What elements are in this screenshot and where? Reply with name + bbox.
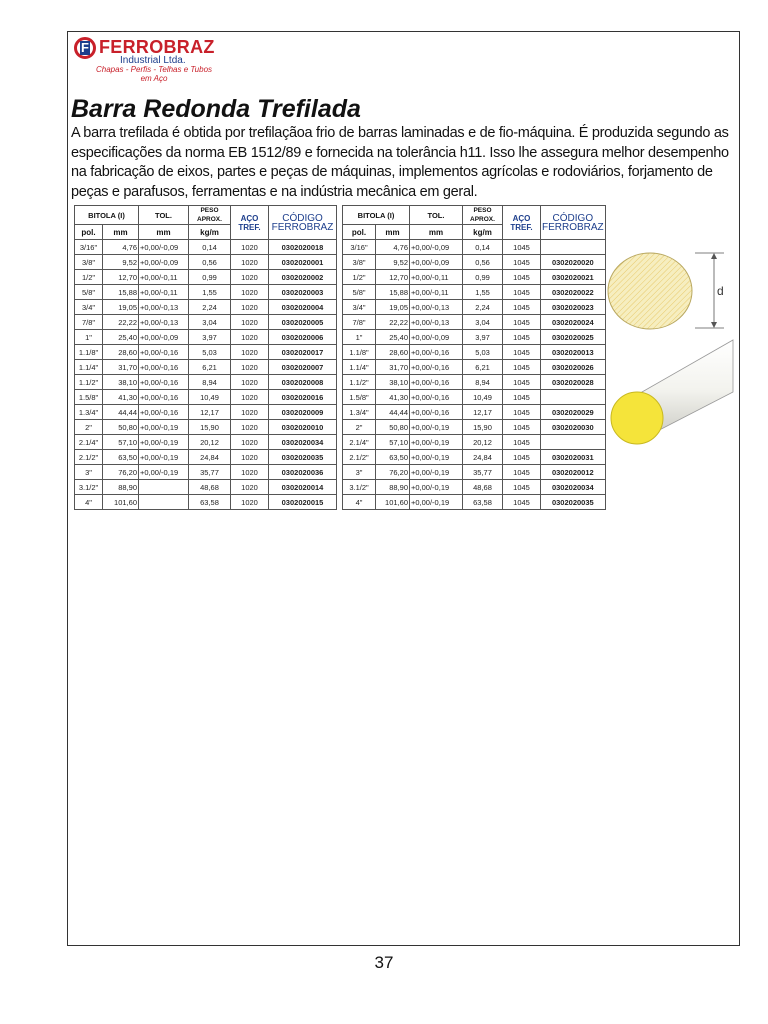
cell-peso: 2,24 — [189, 300, 231, 315]
table-row — [343, 480, 606, 495]
cell-codigo: 0302020036 — [269, 465, 337, 480]
cell-pol: 3" — [343, 465, 376, 480]
intro-paragraph: A barra trefilada é obtida por trefilaçãoa frio de barras laminadas e de fio-máquina. É produzida segundo as especificações da norma EB 1512/89 e fornecida na tolerância h11. Isso lhe assegura melhor desempenho na fabricação de eixos, partes e peças de máquinas, implementos agrícolas e rodoviários, forjamento de peças e parafusos, ferramentas e na indústria mecânica em geral. — [71, 125, 729, 200]
header-kgm: kg/m — [189, 225, 231, 240]
cell-peso: 1,55 — [463, 285, 503, 300]
spec-table-1045 — [342, 205, 606, 510]
cell-peso: 6,21 — [463, 360, 503, 375]
cell-peso: 24,84 — [463, 450, 503, 465]
cell-codigo: 0302020016 — [269, 390, 337, 405]
table-row — [343, 375, 606, 390]
cell-tol: +0,00/-0,13 — [139, 315, 189, 330]
cell-peso: 3,97 — [463, 330, 503, 345]
header-bitola: BITOLA (I) — [343, 206, 410, 225]
cell-tol: +0,00/-0,16 — [410, 405, 463, 420]
cell-pol: 1/2" — [75, 270, 103, 285]
cell-peso: 0,99 — [463, 270, 503, 285]
cell-pol: 1.3/4" — [75, 405, 103, 420]
cell-codigo: 0302020025 — [541, 330, 606, 345]
page-number: 37 — [374, 953, 394, 972]
cell-codigo — [541, 240, 606, 255]
cell-tol: +0,00/-0,09 — [139, 255, 189, 270]
header-aco: AÇO TREF. — [503, 206, 541, 240]
cell-pol: 1.1/8" — [343, 345, 376, 360]
cell-aco: 1045 — [503, 300, 541, 315]
table-row — [343, 420, 606, 435]
brand-name: FERROBRAZ — [99, 37, 215, 57]
cell-codigo: 0302020004 — [269, 300, 337, 315]
cell-peso: 12,17 — [189, 405, 231, 420]
cell-peso: 0,99 — [189, 270, 231, 285]
cell-codigo — [541, 390, 606, 405]
cell-aco: 1020 — [231, 255, 269, 270]
table-row — [343, 495, 606, 510]
cell-peso: 3,04 — [463, 315, 503, 330]
cell-pol: 1.3/4" — [343, 405, 376, 420]
cell-tol: +0,00/-0,19 — [410, 465, 463, 480]
cell-aco: 1020 — [231, 240, 269, 255]
cell-aco: 1045 — [503, 285, 541, 300]
cell-aco: 1045 — [503, 330, 541, 345]
cell-aco: 1020 — [231, 480, 269, 495]
cell-codigo: 0302020034 — [269, 435, 337, 450]
cell-pol: 3" — [75, 465, 103, 480]
cell-pol: 1.1/2" — [343, 375, 376, 390]
cell-pol: 5/8" — [343, 285, 376, 300]
cell-peso: 15,90 — [189, 420, 231, 435]
header-codigo: CÓDIGO FERROBRAZ — [269, 206, 337, 240]
table-row — [343, 450, 606, 465]
cell-codigo: 0302020024 — [541, 315, 606, 330]
cell-codigo: 0302020017 — [269, 345, 337, 360]
cell-tol: +0,00/-0,19 — [410, 450, 463, 465]
cell-peso: 15,90 — [463, 420, 503, 435]
cell-pol: 1" — [343, 330, 376, 345]
cell-tol: +0,00/-0,11 — [139, 285, 189, 300]
table-row — [343, 345, 606, 360]
table-row — [343, 390, 606, 405]
header-peso: PESO APROX. — [463, 206, 503, 225]
table-row — [343, 255, 606, 270]
cell-mm: 19,05 — [103, 300, 139, 315]
cell-tol: +0,00/-0,09 — [410, 240, 463, 255]
header-mm: mm — [103, 225, 139, 240]
table-row — [75, 450, 337, 465]
cell-peso: 48,68 — [189, 480, 231, 495]
table-row — [343, 330, 606, 345]
cell-aco: 1045 — [503, 480, 541, 495]
cell-aco: 1020 — [231, 495, 269, 510]
cell-mm: 41,30 — [376, 390, 410, 405]
cell-mm: 38,10 — [103, 375, 139, 390]
cell-codigo: 0302020008 — [269, 375, 337, 390]
cell-mm: 9,52 — [103, 255, 139, 270]
diameter-label: d — [717, 284, 724, 298]
cell-aco: 1020 — [231, 300, 269, 315]
cell-tol: +0,00/-0,19 — [410, 495, 463, 510]
cell-tol: +0,00/-0,19 — [139, 435, 189, 450]
cell-mm: 25,40 — [103, 330, 139, 345]
cell-codigo: 0302020013 — [541, 345, 606, 360]
cell-aco: 1045 — [503, 405, 541, 420]
cell-aco: 1045 — [503, 465, 541, 480]
cell-mm: 12,70 — [376, 270, 410, 285]
table-row — [75, 285, 337, 300]
cell-codigo: 0302020014 — [269, 480, 337, 495]
cell-codigo — [541, 435, 606, 450]
table-row — [75, 255, 337, 270]
table-row — [343, 405, 606, 420]
cell-mm: 50,80 — [376, 420, 410, 435]
cell-aco: 1020 — [231, 465, 269, 480]
cell-mm: 31,70 — [103, 360, 139, 375]
cell-mm: 15,88 — [103, 285, 139, 300]
table-row — [75, 435, 337, 450]
table-row — [75, 390, 337, 405]
cell-peso: 20,12 — [189, 435, 231, 450]
table-row — [343, 285, 606, 300]
cell-aco: 1045 — [503, 495, 541, 510]
bar-illustration — [600, 240, 735, 460]
cell-mm: 4,76 — [103, 240, 139, 255]
cell-pol: 2.1/4" — [343, 435, 376, 450]
cell-tol: +0,00/-0,13 — [410, 300, 463, 315]
cell-codigo: 0302020005 — [269, 315, 337, 330]
cell-peso: 35,77 — [463, 465, 503, 480]
cell-mm: 41,30 — [103, 390, 139, 405]
cell-tol: +0,00/-0,09 — [139, 240, 189, 255]
cell-aco: 1020 — [231, 360, 269, 375]
cell-pol: 1.1/4" — [343, 360, 376, 375]
table-row — [75, 420, 337, 435]
cell-pol: 1.1/8" — [75, 345, 103, 360]
cell-mm: 63,50 — [376, 450, 410, 465]
table-row — [343, 435, 606, 450]
cell-tol: +0,00/-0,16 — [139, 360, 189, 375]
cell-mm: 28,60 — [103, 345, 139, 360]
cell-peso: 10,49 — [463, 390, 503, 405]
cell-codigo: 0302020023 — [541, 300, 606, 315]
cell-tol: +0,00/-0,16 — [139, 405, 189, 420]
bar-cross-section — [608, 253, 692, 329]
bar-rod-3d — [611, 340, 733, 444]
table-row — [75, 465, 337, 480]
cell-mm: 28,60 — [376, 345, 410, 360]
cell-tol: +0,00/-0,19 — [139, 450, 189, 465]
cell-peso: 8,94 — [463, 375, 503, 390]
cell-aco: 1020 — [231, 435, 269, 450]
cell-mm: 15,88 — [376, 285, 410, 300]
cell-codigo: 0302020031 — [541, 450, 606, 465]
cell-peso: 63,58 — [463, 495, 503, 510]
cell-pol: 1" — [75, 330, 103, 345]
cell-peso: 35,77 — [189, 465, 231, 480]
header-pol: pol. — [75, 225, 103, 240]
cell-aco: 1020 — [231, 450, 269, 465]
cell-tol: +0,00/-0,19 — [410, 435, 463, 450]
table-row — [343, 315, 606, 330]
cell-tol — [139, 495, 189, 510]
cell-mm: 50,80 — [103, 420, 139, 435]
cell-peso: 0,14 — [463, 240, 503, 255]
cell-peso: 6,21 — [189, 360, 231, 375]
cell-mm: 57,10 — [103, 435, 139, 450]
cell-tol: +0,00/-0,19 — [410, 420, 463, 435]
cell-mm: 22,22 — [103, 315, 139, 330]
cell-codigo: 0302020018 — [269, 240, 337, 255]
table-row — [343, 300, 606, 315]
cell-mm: 25,40 — [376, 330, 410, 345]
cell-pol: 1.5/8" — [343, 390, 376, 405]
header-mm-tol: mm — [410, 225, 463, 240]
cell-codigo: 0302020015 — [269, 495, 337, 510]
cell-aco: 1020 — [231, 315, 269, 330]
cell-peso: 12,17 — [463, 405, 503, 420]
brand-company: Industrial Ltda. — [120, 55, 186, 66]
cell-tol: +0,00/-0,13 — [139, 300, 189, 315]
cell-codigo: 0302020006 — [269, 330, 337, 345]
cell-peso: 10,49 — [189, 390, 231, 405]
cell-mm: 22,22 — [376, 315, 410, 330]
cell-tol: +0,00/-0,09 — [410, 255, 463, 270]
cell-mm: 9,52 — [376, 255, 410, 270]
cell-aco: 1045 — [503, 420, 541, 435]
cell-codigo: 0302020030 — [541, 420, 606, 435]
header-aco: AÇO TREF. — [231, 206, 269, 240]
cell-codigo: 0302020001 — [269, 255, 337, 270]
cell-tol: +0,00/-0,16 — [410, 345, 463, 360]
cell-peso: 1,55 — [189, 285, 231, 300]
cell-tol: +0,00/-0,11 — [410, 285, 463, 300]
cell-aco: 1045 — [503, 435, 541, 450]
cell-codigo: 0302020010 — [269, 420, 337, 435]
cell-mm: 4,76 — [376, 240, 410, 255]
cell-pol: 4" — [75, 495, 103, 510]
table-row — [75, 345, 337, 360]
cell-codigo: 0302020034 — [541, 480, 606, 495]
cell-mm: 57,10 — [376, 435, 410, 450]
cell-peso: 20,12 — [463, 435, 503, 450]
table-row — [343, 240, 606, 255]
cell-codigo: 0302020003 — [269, 285, 337, 300]
table-row — [75, 240, 337, 255]
cell-mm: 12,70 — [103, 270, 139, 285]
cell-tol: +0,00/-0,16 — [139, 390, 189, 405]
table-row — [343, 360, 606, 375]
cell-mm: 31,70 — [376, 360, 410, 375]
cell-pol: 3/16" — [343, 240, 376, 255]
cell-peso: 0,56 — [463, 255, 503, 270]
cell-tol: +0,00/-0,13 — [410, 315, 463, 330]
header-tol: TOL. — [139, 206, 189, 225]
header-kgm: kg/m — [463, 225, 503, 240]
cell-mm: 88,90 — [376, 480, 410, 495]
cell-tol: +0,00/-0,09 — [410, 330, 463, 345]
cell-tol: +0,00/-0,16 — [410, 390, 463, 405]
cell-pol: 7/8" — [75, 315, 103, 330]
cell-pol: 3/4" — [75, 300, 103, 315]
ferrobraz-logo — [74, 37, 234, 87]
cell-aco: 1020 — [231, 420, 269, 435]
header-peso: PESO APROX. — [189, 206, 231, 225]
table-row — [75, 270, 337, 285]
cell-codigo: 0302020020 — [541, 255, 606, 270]
cell-peso: 3,97 — [189, 330, 231, 345]
cell-mm: 44,44 — [376, 405, 410, 420]
cell-aco: 1045 — [503, 360, 541, 375]
cell-tol: +0,00/-0,16 — [139, 375, 189, 390]
cell-pol: 1.1/4" — [75, 360, 103, 375]
cell-peso: 63,58 — [189, 495, 231, 510]
cell-mm: 101,60 — [376, 495, 410, 510]
header-mm-tol: mm — [139, 225, 189, 240]
cell-mm: 76,20 — [103, 465, 139, 480]
cell-aco: 1020 — [231, 405, 269, 420]
cell-mm: 76,20 — [376, 465, 410, 480]
cell-mm: 19,05 — [376, 300, 410, 315]
cell-pol: 2" — [343, 420, 376, 435]
cell-aco: 1020 — [231, 330, 269, 345]
cell-codigo: 0302020028 — [541, 375, 606, 390]
cell-pol: 1.1/2" — [75, 375, 103, 390]
logo-letter: F — [81, 40, 89, 55]
table-row — [343, 465, 606, 480]
cell-pol: 3.1/2" — [343, 480, 376, 495]
cell-peso: 8,94 — [189, 375, 231, 390]
cell-codigo: 0302020022 — [541, 285, 606, 300]
cell-pol: 3/8" — [75, 255, 103, 270]
brand-tagline: Chapas - Perfis - Telhas e Tubos em Aço — [95, 65, 213, 83]
cell-pol: 4" — [343, 495, 376, 510]
cell-mm: 44,44 — [103, 405, 139, 420]
header-mm: mm — [376, 225, 410, 240]
cell-aco: 1045 — [503, 270, 541, 285]
cell-tol — [139, 480, 189, 495]
cell-pol: 2.1/4" — [75, 435, 103, 450]
cell-pol: 1.5/8" — [75, 390, 103, 405]
cell-codigo: 0302020029 — [541, 405, 606, 420]
header-codigo: CÓDIGO FERROBRAZ — [541, 206, 606, 240]
header-bitola: BITOLA (I) — [75, 206, 139, 225]
cell-mm: 101,60 — [103, 495, 139, 510]
cell-aco: 1045 — [503, 315, 541, 330]
cell-mm: 38,10 — [376, 375, 410, 390]
cell-pol: 3/4" — [343, 300, 376, 315]
cell-tol: +0,00/-0,16 — [139, 345, 189, 360]
cell-peso: 0,14 — [189, 240, 231, 255]
cell-codigo: 0302020009 — [269, 405, 337, 420]
cell-pol: 2" — [75, 420, 103, 435]
cell-pol: 3/16" — [75, 240, 103, 255]
cell-peso: 24,84 — [189, 450, 231, 465]
cell-aco: 1045 — [503, 450, 541, 465]
table-row — [75, 480, 337, 495]
cell-peso: 48,68 — [463, 480, 503, 495]
cell-mm: 88,90 — [103, 480, 139, 495]
cell-codigo: 0302020035 — [541, 495, 606, 510]
cell-codigo: 0302020035 — [269, 450, 337, 465]
table-row — [75, 315, 337, 330]
cell-pol: 2.1/2" — [75, 450, 103, 465]
header-pol: pol. — [343, 225, 376, 240]
cell-aco: 1045 — [503, 240, 541, 255]
cell-codigo: 0302020002 — [269, 270, 337, 285]
page-title: Barra Redonda Trefilada — [71, 95, 361, 123]
cell-codigo: 0302020026 — [541, 360, 606, 375]
logo-mark-icon — [74, 37, 96, 59]
cell-aco: 1020 — [231, 390, 269, 405]
cell-tol: +0,00/-0,11 — [139, 270, 189, 285]
cell-peso: 2,24 — [463, 300, 503, 315]
cell-tol: +0,00/-0,19 — [139, 420, 189, 435]
cell-tol: +0,00/-0,19 — [410, 480, 463, 495]
table-row — [343, 270, 606, 285]
cell-tol: +0,00/-0,16 — [410, 360, 463, 375]
cell-tol: +0,00/-0,11 — [410, 270, 463, 285]
cell-tol: +0,00/-0,09 — [139, 330, 189, 345]
cell-pol: 3.1/2" — [75, 480, 103, 495]
cell-tol: +0,00/-0,16 — [410, 375, 463, 390]
cell-pol: 2.1/2" — [343, 450, 376, 465]
table-row — [75, 375, 337, 390]
cell-pol: 3/8" — [343, 255, 376, 270]
cell-peso: 0,56 — [189, 255, 231, 270]
cell-codigo: 0302020007 — [269, 360, 337, 375]
table-row — [75, 495, 337, 510]
cell-aco: 1020 — [231, 375, 269, 390]
cell-aco: 1020 — [231, 345, 269, 360]
cell-mm: 63,50 — [103, 450, 139, 465]
table-row — [75, 330, 337, 345]
cell-peso: 3,04 — [189, 315, 231, 330]
cell-pol: 5/8" — [75, 285, 103, 300]
cell-codigo: 0302020012 — [541, 465, 606, 480]
cell-pol: 7/8" — [343, 315, 376, 330]
table-row — [75, 405, 337, 420]
cell-aco: 1045 — [503, 375, 541, 390]
cell-aco: 1020 — [231, 270, 269, 285]
header-tol: TOL. — [410, 206, 463, 225]
table-row — [75, 360, 337, 375]
spec-table-1020 — [74, 205, 337, 510]
cell-codigo: 0302020021 — [541, 270, 606, 285]
cell-tol: +0,00/-0,19 — [139, 465, 189, 480]
cell-aco: 1045 — [503, 345, 541, 360]
cell-peso: 5,03 — [189, 345, 231, 360]
cell-aco: 1045 — [503, 255, 541, 270]
table-row — [75, 300, 337, 315]
cell-peso: 5,03 — [463, 345, 503, 360]
cell-aco: 1020 — [231, 285, 269, 300]
cell-pol: 1/2" — [343, 270, 376, 285]
cell-aco: 1045 — [503, 390, 541, 405]
